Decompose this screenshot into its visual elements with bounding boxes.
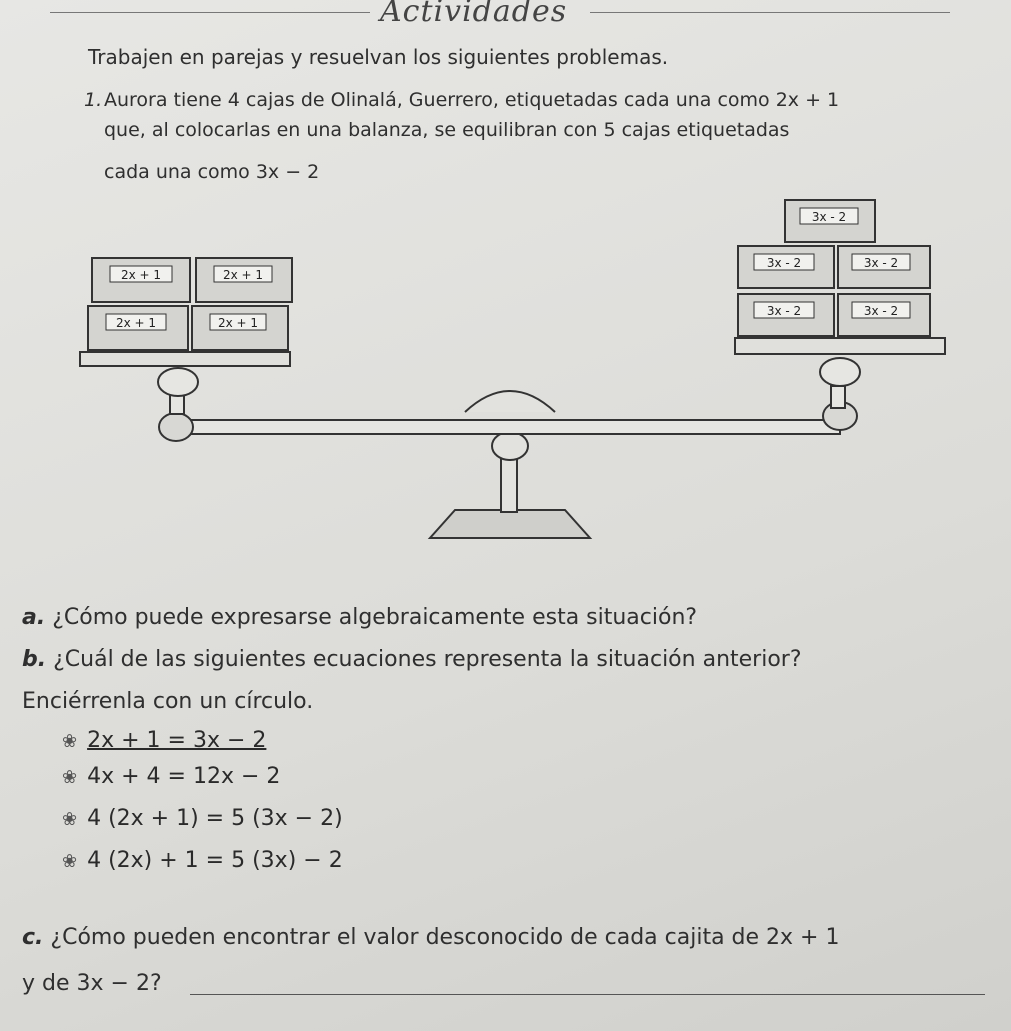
right-box-5 xyxy=(838,294,930,336)
equation-option-1-text: 2x + 1 = 3x − 2 xyxy=(87,728,267,753)
question-a-marker: a. xyxy=(22,605,46,630)
answer-line[interactable] xyxy=(190,994,985,995)
right-box-3-label: 3x - 2 xyxy=(863,256,899,270)
question-c-text: ¿Cómo pueden encontrar el valor desconocido de cada cajita de 2x + 1 xyxy=(50,925,840,950)
equation-option-3[interactable] xyxy=(62,806,343,831)
right-support-knob xyxy=(820,358,860,386)
flower-icon: ❀ xyxy=(62,851,78,872)
left-box-4 xyxy=(192,306,288,350)
right-box-2-label: 3x - 2 xyxy=(766,256,802,270)
left-box-2 xyxy=(196,258,292,302)
left-box-2-label: 2x + 1 xyxy=(222,268,264,282)
left-pan xyxy=(80,352,290,366)
question-c-marker: c. xyxy=(22,925,44,950)
right-box-4 xyxy=(738,294,834,336)
right-box-1-label: 3x - 2 xyxy=(811,210,847,224)
question-b-instruction: Enciérrenla con un círculo. xyxy=(22,689,314,714)
question-c xyxy=(22,924,839,952)
scale-joint xyxy=(492,432,528,460)
right-box-3 xyxy=(838,246,930,288)
flower-icon: ❀ xyxy=(62,731,78,752)
right-pan xyxy=(735,338,945,354)
right-support-post xyxy=(831,386,845,408)
equation-option-2[interactable] xyxy=(62,764,280,789)
left-box-4-label: 2x + 1 xyxy=(217,316,259,330)
left-box-1-label: 2x + 1 xyxy=(120,268,162,282)
right-box-5-label: 3x - 2 xyxy=(863,304,899,318)
equation-option-2-text: 4x + 4 = 12x − 2 xyxy=(87,764,281,789)
right-box-4-label: 3x - 2 xyxy=(766,304,802,318)
equation-option-4-text: 4 (2x) + 1 = 5 (3x) − 2 xyxy=(87,848,343,873)
left-box-3-label: 2x + 1 xyxy=(115,316,157,330)
scale-dome xyxy=(465,391,555,412)
left-box-3 xyxy=(88,306,188,350)
question-b-text: ¿Cuál de las siguientes ecuaciones representa la situación anterior? xyxy=(53,647,802,672)
scale-post xyxy=(501,452,517,512)
question-b xyxy=(22,646,802,674)
flower-icon: ❀ xyxy=(62,809,78,830)
problem-line-1: Aurora tiene 4 cajas de Olinalá, Guerrero, etiquetadas cada una como 2x + 1 xyxy=(104,89,840,111)
header-rule-right xyxy=(590,12,950,13)
left-support-knob xyxy=(158,368,198,396)
problem-line-3: cada una como 3x − 2 xyxy=(104,161,320,183)
balance-scale-illustration xyxy=(0,190,1011,550)
right-box-2 xyxy=(738,246,834,288)
question-c-line-2: y de 3x − 2? xyxy=(22,971,162,996)
scale-base xyxy=(430,510,590,538)
problem-number: 1. xyxy=(84,89,103,111)
problem-line-2: que, al colocarlas en una balanza, se equilibran con 5 cajas etiquetadas xyxy=(104,119,790,141)
header-rule-left xyxy=(50,12,370,13)
scale-beam-end-left xyxy=(159,413,193,441)
question-a xyxy=(22,604,697,632)
left-box-1 xyxy=(92,258,190,302)
question-b-marker: b. xyxy=(22,647,47,672)
scale-beam xyxy=(170,420,840,434)
question-a-text: ¿Cómo puede expresarse algebraicamente esta situación? xyxy=(52,605,698,630)
right-box-1 xyxy=(785,200,875,242)
equation-option-3-text: 4 (2x + 1) = 5 (3x − 2) xyxy=(87,806,343,831)
equation-option-1[interactable] xyxy=(62,728,266,753)
instructions: Trabajen en parejas y resuelvan los siguientes problemas. xyxy=(88,45,669,69)
section-title: Actividades xyxy=(380,0,568,29)
equation-option-4[interactable] xyxy=(62,848,343,873)
flower-icon: ❀ xyxy=(62,767,78,788)
